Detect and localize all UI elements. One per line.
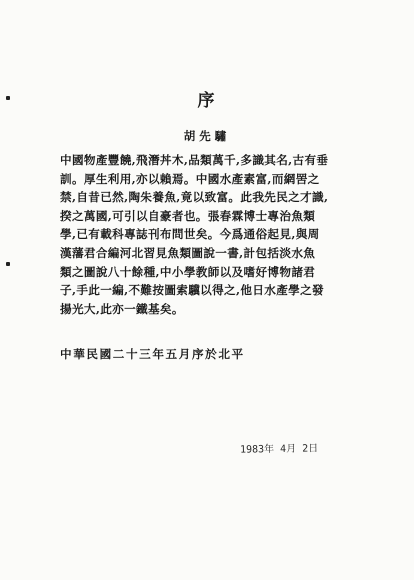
text-line: 類之圖說八十餘種,中小學教師以及嗜好博物諸君 bbox=[60, 264, 316, 279]
margin-mark bbox=[6, 262, 10, 266]
page-title: 序 bbox=[197, 91, 217, 111]
text-line: 揆之萬國,可引以自豪者也。張春霖博士專治魚類 bbox=[60, 208, 316, 223]
author-name: 胡先驌 bbox=[183, 129, 231, 143]
preface-body bbox=[60, 151, 366, 318]
text-line: 學,已有載科專誌刊布問世矣。今爲通俗起見,與周 bbox=[60, 227, 320, 242]
closing-date-line: 中華民國二十三年五月序於北平 bbox=[60, 347, 245, 361]
text-line: 中國物產豐饒,飛潛丼木,品類萬千,多識其名,古有垂 bbox=[60, 153, 329, 167]
text-line: 子,手此一編,不難按圖索驥以得之,他日水產學之發 bbox=[60, 283, 324, 298]
text-line: 禁,自昔已然,陶朱養魚,竟以致富。此我先民之才識, bbox=[60, 190, 329, 205]
date-stamp: 1983年 4月 2日 bbox=[239, 443, 319, 456]
text-line: 揚光大,此亦一鐵基矣。 bbox=[60, 301, 184, 316]
text-line: 訓。厚生利用,亦以賴焉。中國水產素富,而網罟之 bbox=[60, 171, 320, 186]
text-line: 漢藩君合編河北習見魚類圖說一書,計包括淡水魚 bbox=[60, 245, 316, 260]
